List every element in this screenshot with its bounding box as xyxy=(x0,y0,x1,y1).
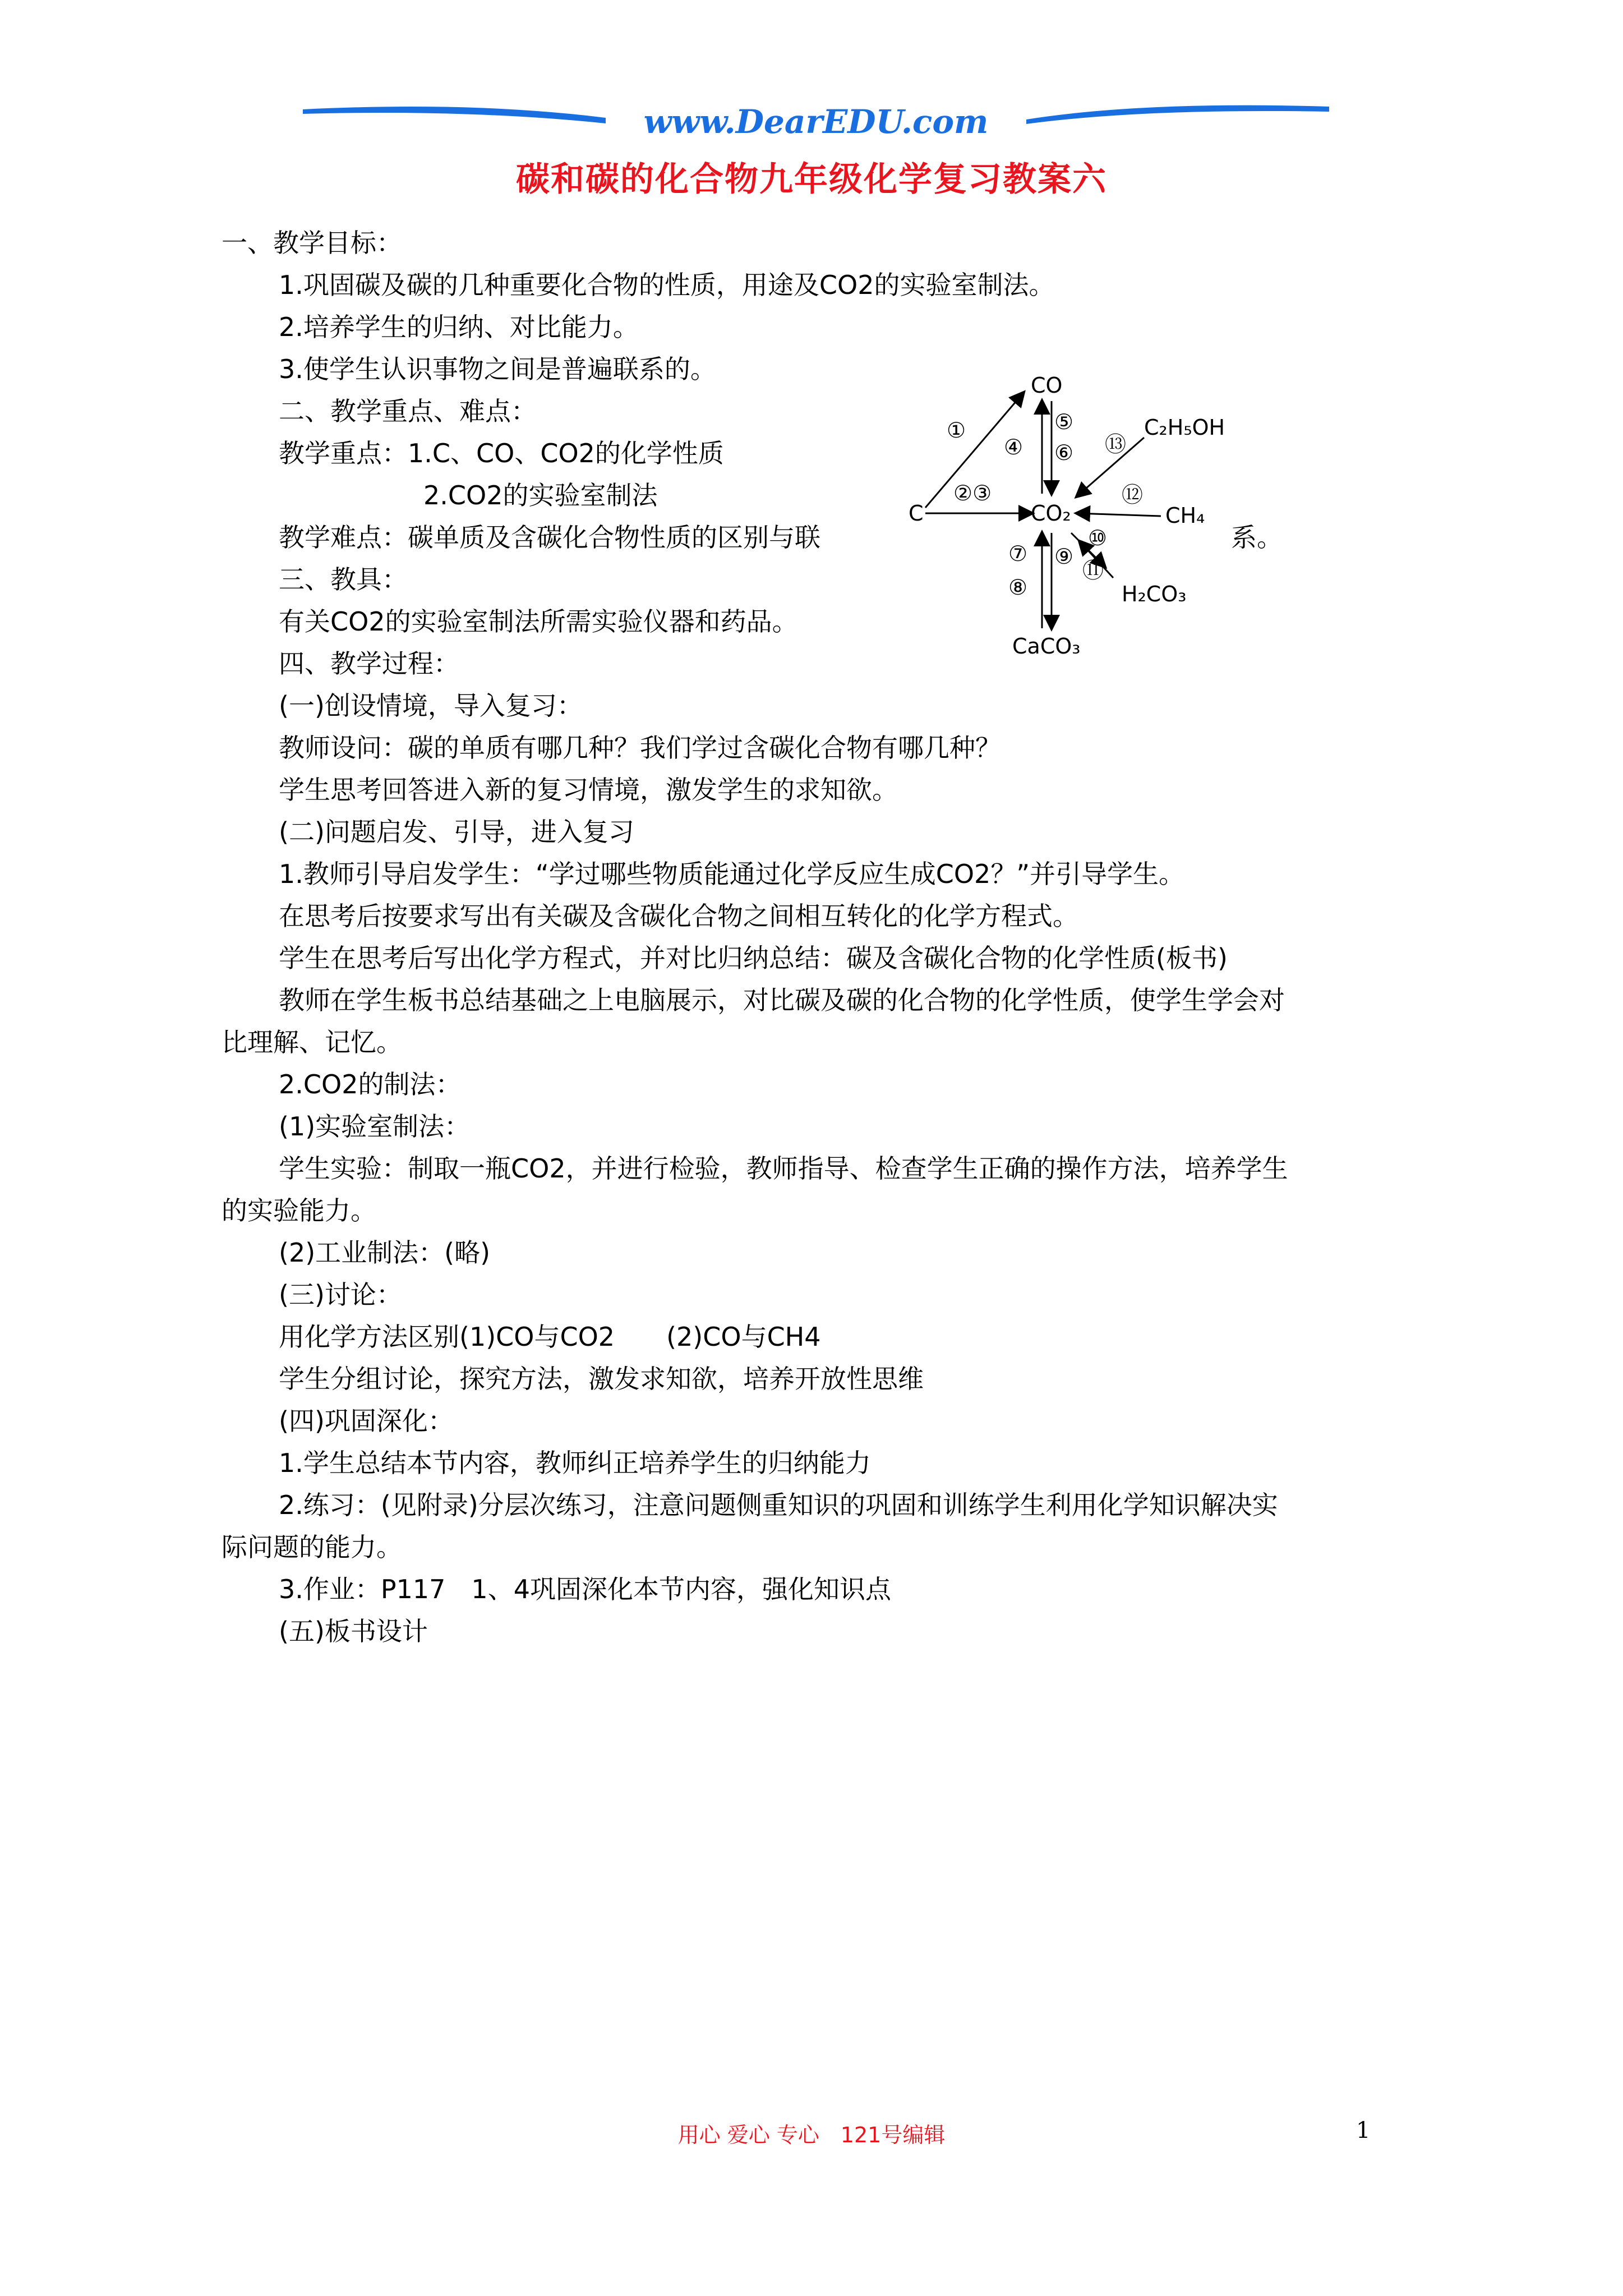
reaction-number: ⑦ xyxy=(1008,541,1028,566)
node-c: C xyxy=(909,501,924,526)
doc-line: (2)工业制法：(略) xyxy=(279,1237,491,1268)
doc-line: 二、教学重点、难点： xyxy=(279,396,537,426)
doc-line: 学生分组讨论，探究方法，激发求知欲，培养开放性思维 xyxy=(279,1364,924,1394)
doc-line: 际问题的能力。 xyxy=(222,1532,402,1562)
header-banner xyxy=(303,98,1329,149)
doc-line: (二)问题启发、引导，进入复习 xyxy=(279,817,634,847)
doc-line: 教学重点：1.C、CO、CO2的化学性质 xyxy=(279,438,724,468)
doc-line: 2.CO2的制法： xyxy=(279,1069,462,1099)
reaction-number: ⑩ xyxy=(1088,526,1108,550)
doc-line: 四、教学过程： xyxy=(279,648,459,679)
doc-line: (五)板书设计 xyxy=(279,1616,428,1646)
doc-line: (一)创设情境，导入复习： xyxy=(279,691,583,721)
carbon-conversion-diagram xyxy=(897,370,1290,662)
page-title: 碳和碳的化合物九年级化学复习教案六 xyxy=(516,160,1107,199)
node-h2co3: H₂CO₃ xyxy=(1122,582,1187,606)
doc-line: (1)实验室制法： xyxy=(279,1111,471,1142)
reaction-number: ⑨ xyxy=(1054,544,1074,569)
doc-line: 2.练习：(见附录)分层次练习，注意问题侧重知识的巩固和训练学生利用化学知识解决实 xyxy=(279,1490,1278,1520)
reaction-number: ⑤ xyxy=(1054,409,1074,434)
doc-line: 1.巩固碳及碳的几种重要化合物的性质，用途及CO2的实验室制法。 xyxy=(279,270,1055,300)
node-caco3: CaCO₃ xyxy=(1012,634,1081,659)
doc-line: 3.作业：P117 1、4巩固深化本节内容，强化知识点 xyxy=(279,1574,891,1604)
doc-line: 2.培养学生的归纳、对比能力。 xyxy=(279,312,639,342)
doc-line: 的实验能力。 xyxy=(222,1195,376,1226)
reaction-number: ⑫ xyxy=(1122,482,1144,507)
doc-line: 三、教具： xyxy=(279,564,408,595)
reaction-number: ⑥ xyxy=(1054,440,1074,465)
doc-line: 有关CO2的实验室制法所需实验仪器和药品。 xyxy=(279,606,798,637)
doc-line: 一、教学目标： xyxy=(222,228,402,258)
doc-line: 1.学生总结本节内容，教师纠正培养学生的归纳能力 xyxy=(279,1448,871,1478)
page-number: 1 xyxy=(1356,2118,1371,2143)
doc-line: 学生在思考后写出化学方程式，并对比归纳总结：碳及含碳化合物的化学性质(板书) xyxy=(279,943,1228,973)
doc-line: 2.CO2的实验室制法 xyxy=(423,480,658,510)
doc-line: 3.使学生认识事物之间是普遍联系的。 xyxy=(279,354,716,384)
doc-line: 1.教师引导启发学生：“学过哪些物质能通过化学反应生成CO2？”并引导学生。 xyxy=(279,859,1185,889)
node-co2: CO₂ xyxy=(1031,501,1071,526)
reaction-number: ⑬ xyxy=(1105,432,1127,457)
doc-line: 学生实验：制取一瓶CO2，并进行检验，教师指导、检查学生正确的操作方法，培养学生 xyxy=(279,1153,1288,1184)
doc-line: 在思考后按要求写出有关碳及含碳化合物之间相互转化的化学方程式。 xyxy=(279,901,1078,931)
reaction-number: ⑪ xyxy=(1082,558,1104,583)
footer-text: 用心 爱心 专心 121号编辑 xyxy=(677,2123,946,2147)
doc-line: 系。 xyxy=(1231,522,1283,553)
reaction-number: ① xyxy=(947,418,966,443)
reaction-number: ⑧ xyxy=(1008,575,1028,600)
node-c2h5oh: C₂H₅OH xyxy=(1144,415,1225,440)
doc-line: (三)讨论： xyxy=(279,1280,402,1310)
doc-line: 用化学方法区别(1)CO与CO2 (2)CO与CH4 xyxy=(279,1322,821,1352)
site-logo[interactable]: www.DearEDU.com xyxy=(643,103,989,141)
reaction-number: ②③ xyxy=(953,481,992,505)
doc-line: 教师在学生板书总结基础之上电脑展示，对比碳及碳的化合物的化学性质，使学生学会对 xyxy=(279,985,1285,1015)
node-ch4: CH₄ xyxy=(1165,503,1205,528)
doc-line: 教师设问：碳的单质有哪几种？我们学过含碳化合物有哪几种？ xyxy=(279,733,1001,763)
doc-line: (四)巩固深化： xyxy=(279,1406,454,1436)
reaction-number: ④ xyxy=(1004,435,1023,459)
doc-line: 学生思考回答进入新的复习情境，激发学生的求知欲。 xyxy=(279,775,898,805)
doc-line: 比理解、记忆。 xyxy=(222,1027,402,1057)
node-co: CO xyxy=(1031,373,1063,398)
doc-line: 教学难点：碳单质及含碳化合物性质的区别与联 xyxy=(279,522,820,553)
